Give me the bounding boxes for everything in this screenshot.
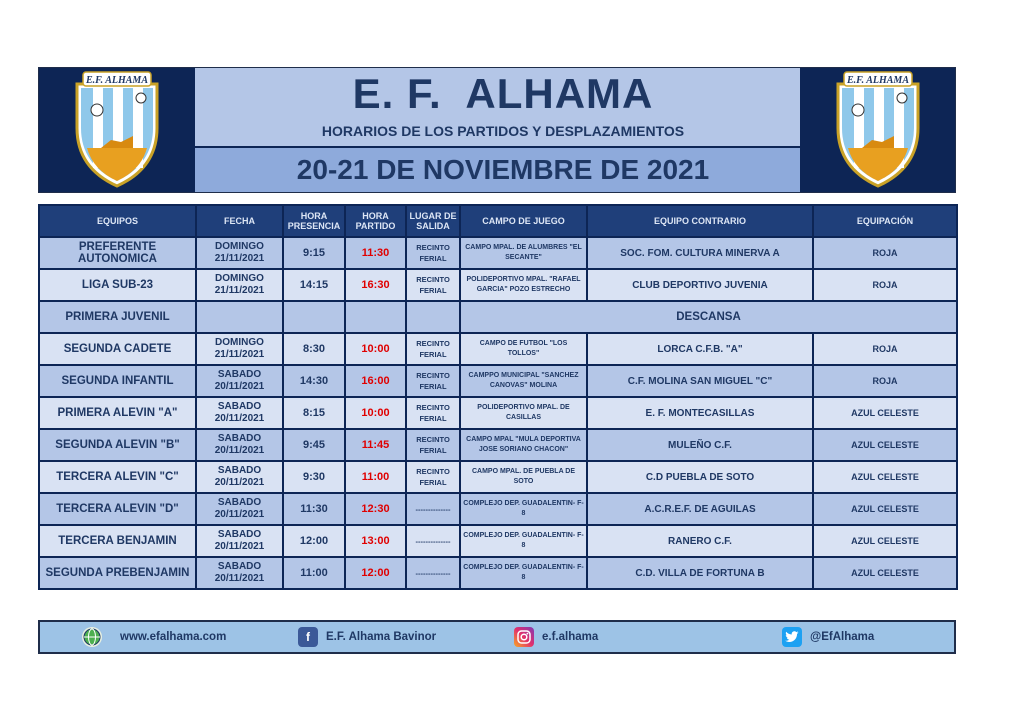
team-cell: SEGUNDA PREBENJAMIN — [39, 557, 196, 589]
departure-cell: RECINTO FERIAL — [406, 397, 460, 429]
team-cell: LIGA SUB-23 — [39, 269, 196, 301]
match-date: 21/11/2021 — [214, 349, 265, 360]
departure-cell: RECINTO FERIAL — [406, 365, 460, 397]
match-day: SABADO — [217, 529, 262, 540]
field-cell: COMPLEJO DEP. GUADALENTIN- F-8 — [460, 493, 587, 525]
match-day: SABADO — [217, 561, 262, 572]
page-title: E. F. ALHAMA — [352, 70, 654, 117]
match-time-cell: 11:45 — [345, 429, 406, 461]
col-header-teams: EQUIPOS — [39, 205, 196, 237]
instagram-link[interactable]: e.f.alhama — [542, 631, 599, 643]
date-cell — [196, 237, 283, 269]
title-panel — [195, 68, 811, 148]
empty-cell — [406, 301, 460, 333]
club-crest-right — [800, 68, 955, 192]
match-time-cell: 11:30 — [345, 237, 406, 269]
presence-time-cell: 14:30 — [283, 365, 345, 397]
kit-cell: ROJA — [813, 333, 957, 365]
match-date: 21/11/2021 — [214, 253, 265, 264]
departure-cell: RECINTO FERIAL — [406, 333, 460, 365]
date-cell — [196, 269, 283, 301]
instagram-icon — [514, 627, 534, 647]
col-header-presence-time: HORA PRESENCIA — [283, 205, 345, 237]
facebook-link[interactable]: E.F. Alhama Bavinor — [326, 631, 437, 643]
team-cell: PRIMERA ALEVIN "A" — [39, 397, 196, 429]
col-header-opponent: EQUIPO CONTRARIO — [587, 205, 813, 237]
field-cell: CAMPO MPAL "MULA DEPORTIVA JOSE SORIANO CHACON" — [460, 429, 587, 461]
schedule-body — [39, 237, 957, 589]
kit-cell: AZUL CELESTE — [813, 429, 957, 461]
col-header-kit: EQUIPACIÓN — [813, 205, 957, 237]
table-row — [39, 525, 957, 557]
opponent-cell: A.C.R.E.F. DE AGUILAS — [587, 493, 813, 525]
presence-time-cell: 14:15 — [283, 269, 345, 301]
opponent-cell: CLUB DEPORTIVO JUVENIA — [587, 269, 813, 301]
team-cell: PREFERENTE AUTONOMICA — [39, 237, 196, 269]
schedule-table-container — [38, 204, 956, 590]
match-day: DOMINGO — [215, 273, 264, 284]
kit-cell: ROJA — [813, 237, 957, 269]
twitter-link[interactable]: @EfAlhama — [810, 631, 875, 643]
field-cell: COMPLEJO DEP. GUADALENTIN- F-8 — [460, 525, 587, 557]
team-cell: TERCERA ALEVIN "D" — [39, 493, 196, 525]
team-cell: SEGUNDA ALEVIN "B" — [39, 429, 196, 461]
presence-time-cell: 9:45 — [283, 429, 345, 461]
table-header-row — [39, 205, 957, 237]
club-crest-icon — [832, 70, 924, 190]
field-cell: CAMPO MPAL. DE PUEBLA DE SOTO — [460, 461, 587, 493]
footer-facebook[interactable] — [298, 622, 436, 652]
match-date: 20/11/2021 — [214, 573, 265, 584]
match-date: 20/11/2021 — [214, 541, 265, 552]
table-row — [39, 301, 957, 333]
kit-cell: ROJA — [813, 269, 957, 301]
opponent-cell: C.F. MOLINA SAN MIGUEL "C" — [587, 365, 813, 397]
field-cell: POLIDEPORTIVO MPAL. DE CASILLAS — [460, 397, 587, 429]
table-row — [39, 493, 957, 525]
presence-time-cell: 8:30 — [283, 333, 345, 365]
match-time-cell: 13:00 — [345, 525, 406, 557]
match-day: SABADO — [217, 465, 262, 476]
col-header-departure: LUGAR DE SALIDA — [406, 205, 460, 237]
club-crest-left — [39, 68, 194, 192]
match-date-banner: 20-21 DE NOVIEMBRE DE 2021 — [195, 148, 811, 192]
presence-time-cell: 12:00 — [283, 525, 345, 557]
match-date: 20/11/2021 — [214, 477, 265, 488]
match-time-cell: 12:30 — [345, 493, 406, 525]
match-day: DOMINGO — [215, 337, 264, 348]
empty-cell — [196, 301, 283, 333]
empty-cell — [345, 301, 406, 333]
match-date: 20/11/2021 — [214, 509, 265, 520]
col-header-field: CAMPO DE JUEGO — [460, 205, 587, 237]
match-day: SABADO — [217, 497, 262, 508]
match-date: 20/11/2021 — [214, 413, 265, 424]
team-cell: TERCERA ALEVIN "C" — [39, 461, 196, 493]
departure-cell: -------------- — [406, 493, 460, 525]
date-cell — [196, 557, 283, 589]
table-row — [39, 557, 957, 589]
match-date: 20/11/2021 — [214, 381, 265, 392]
twitter-icon — [782, 627, 802, 647]
table-row — [39, 333, 957, 365]
opponent-cell: SOC. FOM. CULTURA MINERVA A — [587, 237, 813, 269]
kit-cell: AZUL CELESTE — [813, 525, 957, 557]
opponent-cell: E. F. MONTECASILLAS — [587, 397, 813, 429]
team-cell: PRIMERA JUVENIL — [39, 301, 196, 333]
svg-text:E.F. ALHAMA: E.F. ALHAMA — [846, 75, 909, 86]
header-banner — [38, 67, 956, 193]
opponent-cell: LORCA C.F.B. "A" — [587, 333, 813, 365]
date-cell — [196, 493, 283, 525]
footer-instagram[interactable] — [514, 622, 598, 652]
col-header-date: FECHA — [196, 205, 283, 237]
team-cell: TERCERA BENJAMIN — [39, 525, 196, 557]
departure-cell: RECINTO FERIAL — [406, 237, 460, 269]
date-cell — [196, 333, 283, 365]
match-day: DOMINGO — [215, 241, 264, 252]
table-row — [39, 237, 957, 269]
date-cell — [196, 397, 283, 429]
field-cell: CAMPPO MUNICIPAL "SANCHEZ CANOVAS" MOLINA — [460, 365, 587, 397]
match-date: 21/11/2021 — [214, 285, 265, 296]
presence-time-cell: 8:15 — [283, 397, 345, 429]
table-row — [39, 461, 957, 493]
globe-icon — [82, 627, 102, 647]
empty-cell — [283, 301, 345, 333]
table-row — [39, 397, 957, 429]
presence-time-cell: 11:00 — [283, 557, 345, 589]
team-cell: SEGUNDA INFANTIL — [39, 365, 196, 397]
field-cell: CAMPO DE FUTBOL "LOS TOLLOS" — [460, 333, 587, 365]
field-cell: CAMPO MPAL. DE ALUMBRES "EL SECANTE" — [460, 237, 587, 269]
rest-cell: DESCANSA — [460, 301, 957, 333]
svg-text:E.F. ALHAMA: E.F. ALHAMA — [85, 75, 148, 86]
kit-cell: AZUL CELESTE — [813, 493, 957, 525]
kit-cell: AZUL CELESTE — [813, 557, 957, 589]
match-time-cell: 16:30 — [345, 269, 406, 301]
date-cell — [196, 461, 283, 493]
team-cell: SEGUNDA CADETE — [39, 333, 196, 365]
opponent-cell: RANERO C.F. — [587, 525, 813, 557]
club-crest-icon — [71, 70, 163, 190]
departure-cell: RECINTO FERIAL — [406, 269, 460, 301]
opponent-cell: C.D. VILLA DE FORTUNA B — [587, 557, 813, 589]
match-time-cell: 16:00 — [345, 365, 406, 397]
departure-cell: RECINTO FERIAL — [406, 429, 460, 461]
field-cell: COMPLEJO DEP. GUADALENTIN- F-8 — [460, 557, 587, 589]
table-row — [39, 429, 957, 461]
title-block — [195, 68, 811, 192]
departure-cell: RECINTO FERIAL — [406, 461, 460, 493]
match-day: SABADO — [217, 433, 262, 444]
field-cell: POLIDEPORTIVO MPAL. "RAFAEL GARCIA" POZO ESTRECHO — [460, 269, 587, 301]
match-day: SABADO — [217, 401, 262, 412]
opponent-cell: MULEÑO C.F. — [587, 429, 813, 461]
schedule-table — [38, 204, 958, 590]
presence-time-cell: 9:30 — [283, 461, 345, 493]
date-cell — [196, 365, 283, 397]
footer-contact-bar — [38, 620, 956, 654]
facebook-icon: f — [298, 627, 318, 647]
table-row — [39, 269, 957, 301]
footer-website[interactable] — [82, 622, 226, 652]
match-time-cell: 10:00 — [345, 397, 406, 429]
kit-cell: AZUL CELESTE — [813, 461, 957, 493]
departure-cell: -------------- — [406, 557, 460, 589]
match-date: 20/11/2021 — [214, 445, 265, 456]
match-time-cell: 12:00 — [345, 557, 406, 589]
col-header-match-time: HORA PARTIDO — [345, 205, 406, 237]
footer-twitter[interactable] — [782, 622, 874, 652]
date-cell — [196, 525, 283, 557]
kit-cell: ROJA — [813, 365, 957, 397]
page-subtitle: HORARIOS DE LOS PARTIDOS Y DESPLAZAMIENTOS — [321, 123, 685, 139]
match-day: SABADO — [217, 369, 262, 380]
presence-time-cell: 11:30 — [283, 493, 345, 525]
date-cell — [196, 429, 283, 461]
opponent-cell: C.D PUEBLA DE SOTO — [587, 461, 813, 493]
website-link[interactable]: www.efalhama.com — [120, 631, 227, 643]
match-time-cell: 11:00 — [345, 461, 406, 493]
presence-time-cell: 9:15 — [283, 237, 345, 269]
table-row — [39, 365, 957, 397]
kit-cell: AZUL CELESTE — [813, 397, 957, 429]
departure-cell: -------------- — [406, 525, 460, 557]
match-time-cell: 10:00 — [345, 333, 406, 365]
